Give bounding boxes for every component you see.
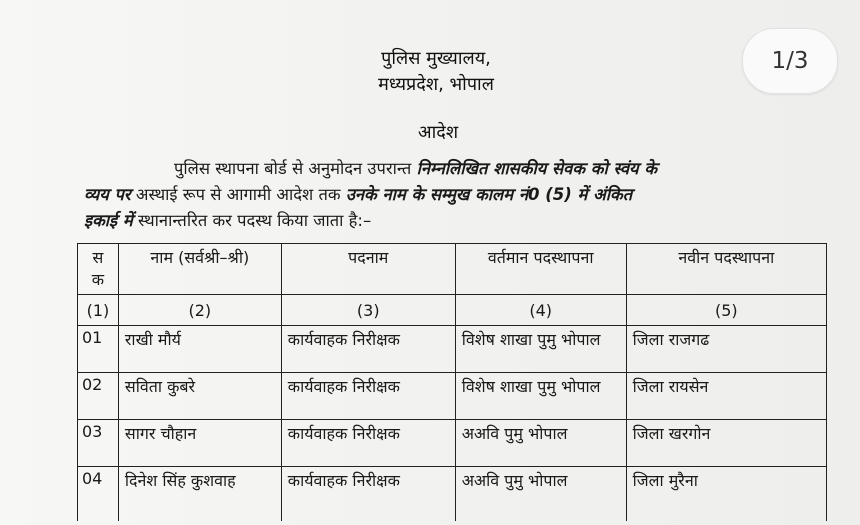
cell-new-posting: जिला खरगोन bbox=[626, 420, 826, 467]
header-designation: पदनाम bbox=[281, 244, 455, 295]
intro-line-2 bbox=[84, 182, 819, 208]
column-number: (2) bbox=[118, 295, 281, 326]
cell-current-posting: विशेष शाखा पुमु भोपाल bbox=[455, 373, 626, 420]
table-header-row bbox=[78, 244, 827, 295]
header-org: पुलिस मुख्यालय, bbox=[381, 48, 491, 69]
cell-designation: कार्यवाहक निरीक्षक bbox=[281, 326, 455, 373]
cell-new-posting: जिला रायसेन bbox=[626, 373, 826, 420]
cell-current-posting: अअवि पुमु भोपाल bbox=[455, 420, 626, 467]
header-place: मध्यप्रदेश, भोपाल bbox=[378, 74, 494, 95]
page-indicator: 1/3 bbox=[742, 28, 838, 94]
table-row bbox=[78, 326, 827, 373]
cell-designation: कार्यवाहक निरीक्षक bbox=[281, 467, 455, 522]
transfer-table bbox=[77, 243, 827, 521]
column-number: (1) bbox=[78, 295, 119, 326]
cell-current-posting: अअवि पुमु भोपाल bbox=[455, 467, 626, 522]
column-number-row bbox=[78, 295, 827, 326]
intro-text-emphasis: व्यय पर bbox=[84, 185, 131, 204]
cell-serial: 02 bbox=[78, 373, 119, 420]
cell-current-posting: विशेष शाखा पुमु भोपाल bbox=[455, 326, 626, 373]
intro-line-1 bbox=[174, 156, 860, 182]
cell-name: सागर चौहान bbox=[118, 420, 281, 467]
column-number: (4) bbox=[455, 295, 626, 326]
intro-text-emphasis: उनके नाम के सम्मुख कालम नं0 (5) में अंकित bbox=[345, 185, 633, 204]
table-row bbox=[78, 420, 827, 467]
column-number: (5) bbox=[626, 295, 826, 326]
cell-new-posting: जिला राजगढ bbox=[626, 326, 826, 373]
cell-serial: 04 bbox=[78, 467, 119, 522]
intro-text-emphasis: निम्नलिखित शासकीय सेवक को स्वंय के bbox=[416, 159, 658, 178]
intro-line-3 bbox=[84, 208, 819, 234]
header-name: नाम (सर्वश्री–श्री) bbox=[118, 244, 281, 295]
cell-serial: 01 bbox=[78, 326, 119, 373]
header-current-posting: वर्तमान पदस्थापना bbox=[455, 244, 626, 295]
cell-name: राखी मौर्य bbox=[118, 326, 281, 373]
header-new-posting: नवीन पदस्थापना bbox=[626, 244, 826, 295]
order-title: आदेश bbox=[417, 122, 459, 143]
header-serial: स क bbox=[78, 244, 119, 295]
cell-name: दिनेश सिंह कुशवाह bbox=[118, 467, 281, 522]
intro-text: पुलिस स्थापना बोर्ड से अनुमोदन उपरान्त bbox=[174, 159, 417, 178]
intro-text: अस्थाई रूप से आगामी आदेश तक bbox=[130, 185, 346, 204]
intro-text: स्थानान्तरित कर पदस्थ किया जाता है:– bbox=[132, 211, 372, 230]
intro-text-emphasis: इकाई में bbox=[84, 211, 133, 230]
column-number: (3) bbox=[281, 295, 455, 326]
cell-designation: कार्यवाहक निरीक्षक bbox=[281, 420, 455, 467]
cell-serial: 03 bbox=[78, 420, 119, 467]
cell-name: सविता कुबरे bbox=[118, 373, 281, 420]
table-row bbox=[78, 467, 827, 522]
cell-new-posting: जिला मुरैना bbox=[626, 467, 826, 522]
table-row bbox=[78, 373, 827, 420]
cell-designation: कार्यवाहक निरीक्षक bbox=[281, 373, 455, 420]
